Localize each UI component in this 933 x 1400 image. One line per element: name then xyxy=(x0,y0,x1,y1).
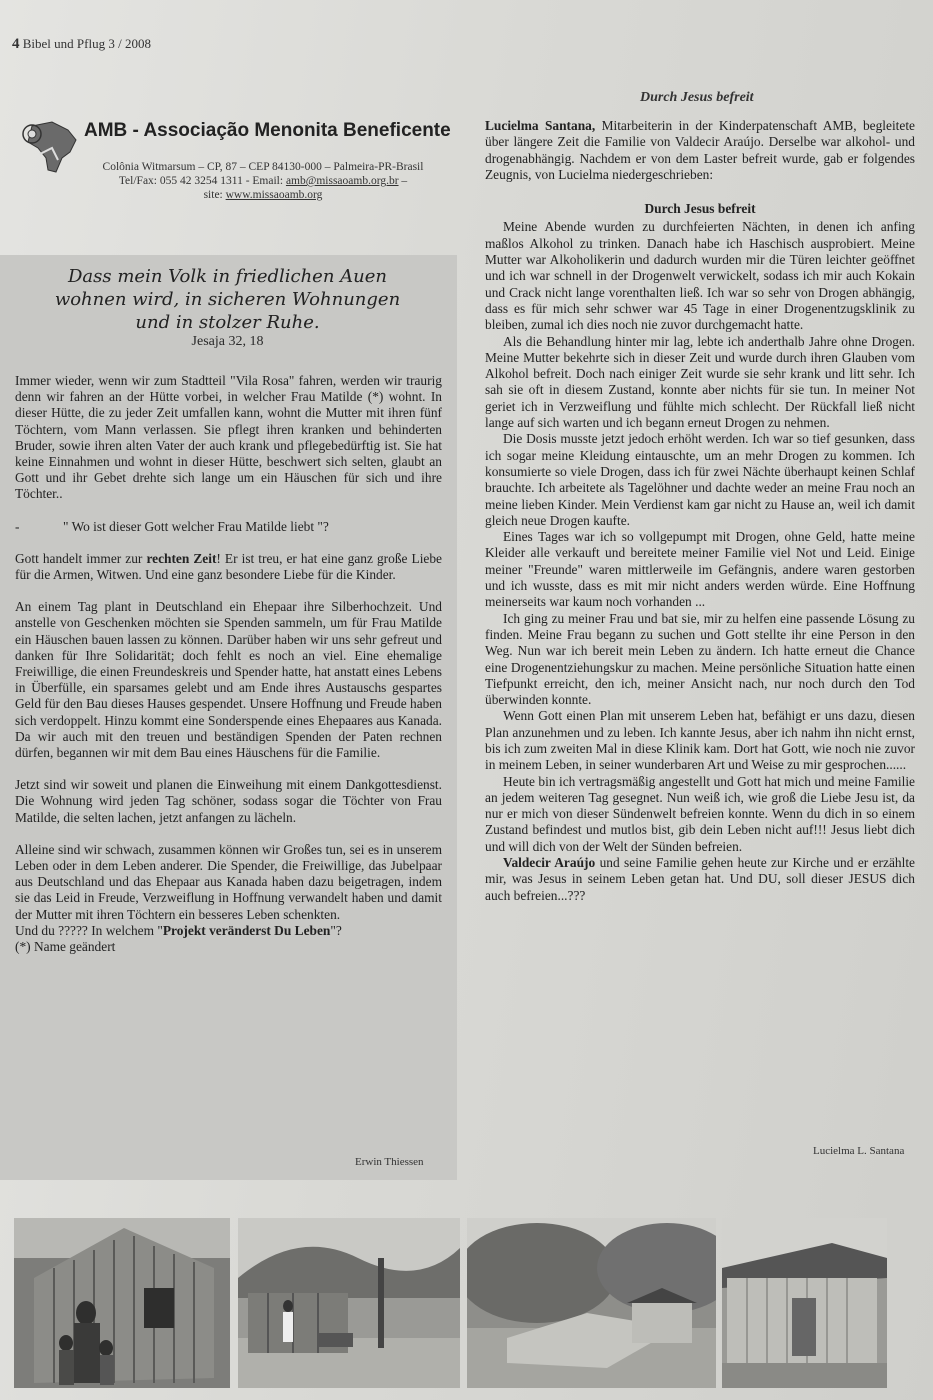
dash: - xyxy=(15,518,20,534)
verse-line: Dass mein Volk in friedlichen Auen xyxy=(68,266,387,287)
paragraph: Alleine sind wir schwach, zusammen können wir Großes tun, sei es in unserem Leben oder in dem Leben anderer. Die Spender, die Freiwillige, das Jubelpaar aus Deutschland und das Ehepaar aus Kanada haben dazu beigetragen, indem sie das Leid in Freude, Verzweiflung in Hoffnung verwandelt haben und damit der Mutter mit ihren Töchtern ein besseres Leben schenkten. xyxy=(15,841,442,922)
author-signature: Erwin Thiessen xyxy=(355,1156,424,1168)
verse-reference: Jesaja 32, 18 xyxy=(191,334,264,349)
org-contact xyxy=(78,160,448,202)
page-header xyxy=(12,36,151,53)
bold-text: Lucielma Santana, xyxy=(485,118,596,133)
intro-paragraph xyxy=(485,118,915,183)
paragraph: An einem Tag plant in Deutschland ein Ehepaar ihre Silberhochzeit. Und anstelle von Geschenken möchten sie Spenden sammeln, um für Frau Matilde ein Häuschen bauen lassen zu können. Darüber haben wir uns sehr gefreut und danken für Ihre Solidarität; doch fehlt es noch an viel. Eine ehemalige Freiwillige, die einen Freundeskreis und Spender hatte, hat anstatt eines Lebens in Überfülle, ein sparsames gelebt und am Ende ihres Austauschs gespartes Geld für den Bau dieses Hauses gespendet. Unsere Hoffnung und Freude haben sich verdoppelt. Hinzu kommt eine Sonderspende eines Ehepaares aus Kanada. Da wir auch mit den treuen und beständigen Spenden der Paten rechnen dürfen, begannen wir mit dem Bau eines Häuschens für die Familie. xyxy=(15,599,442,761)
text: und seine Familie gehen heute zur Kirche und er erzählte mir, was Jesus in seinem Leben getan hat. Und DU, soll dieser JESUS dich auch befreien...??? xyxy=(485,855,915,903)
org-phone: Tel/Fax: 055 42 3254 1311 - Email: xyxy=(118,175,286,187)
org-email-link[interactable]: amb@missaoamb.org.br xyxy=(285,175,399,187)
paragraph xyxy=(15,551,442,583)
photo-new-house xyxy=(722,1218,887,1388)
issue-number: 3 / 2008 xyxy=(108,36,151,51)
org-address: Colônia Witmarsum – CP, 87 – CEP 84130-000 – Palmeira-PR-Brasil xyxy=(102,161,424,173)
verse-line: und in stolzer Ruhe. xyxy=(135,312,320,333)
bible-verse xyxy=(0,265,455,334)
org-phone-suffix: – xyxy=(398,175,408,187)
org-site-line xyxy=(78,188,448,202)
footnote: (*) Name geändert xyxy=(15,939,116,955)
paragraph: Die Dosis musste jetzt jedoch erhöht werden. Ich war so tief gesunken, dass ich sogar meine Kleidung eintauschte, um an mehr Drogen zu kommen. Ich konsumierte so viele Drogen, dass ich für zwei Nächte überhaupt keinen Schlaf brauchte. Ich arbeitete als Tagelöhner und dachte weder an meine Frau noch an meine lieben Kinder. Mein Verdienst kam gar nicht zu Hause an, weil ich damit gleich neue Drogen kaufte. xyxy=(485,431,915,528)
bold-text: Projekt veränderst Du Leben xyxy=(162,922,331,938)
publication-name: Bibel und Pflug xyxy=(22,36,106,51)
photo-hut-family xyxy=(14,1218,230,1388)
paragraph: Jetzt sind wir soweit und planen die Einweihung mit einem Dankgottesdienst. Die Wohnung wird jeden Tag schöner, sodass sogar die Töchter von Frau Matilde, die selten lachen, jetzt anfangen zu lächeln. xyxy=(15,777,442,825)
text: "? xyxy=(330,922,342,938)
bold-text: rechten Zeit xyxy=(146,550,217,566)
org-site-link[interactable]: www.missaoamb.org xyxy=(225,189,323,201)
paragraph: Meine Abende wurden zu durchfeierten Nächten, in denen ich anfing maßlos Alkohol zu trinken. Danach habe ich Haschisch ausprobiert. Meine Mutter war Alkoholikerin und dadurch wurden mir die Türen leichter geöffnet und ich war schnell in der Drogenwelt verwickelt, sodass ich mir auch Kokain und Crack nicht lange vorenthalten ließ. Ich war so sehr von Drogen abhängig, dass es für mich sehr schwer war 45 Tage in einer Drogenentzugsklinik zu bleiben, zumal ich dies noch nie zuvor durchgemacht hatte. xyxy=(485,219,915,333)
page-number: 4 xyxy=(12,36,20,52)
verse-line: wohnen wird, in sicheren Wohnungen xyxy=(54,289,401,310)
org-name: AMB - Associação Menonita Beneficente xyxy=(84,120,451,141)
photo-construction xyxy=(238,1218,460,1388)
amb-logo-icon xyxy=(18,118,80,176)
paragraph xyxy=(485,855,915,904)
org-site-label: site: xyxy=(203,189,226,201)
subheading: Durch Jesus befreit xyxy=(644,201,756,217)
text: Mitarbeiterin in der Kinderpatenschaft AMB, begleitete über längere Zeit die Familie von Valdecir Araújo. Derselbe war alkohol- und drogenabhängig. Nachdem er von dem Laster befreit wurde, gab er folgendes Zeugnis, von Lucielma niedergeschrieben: xyxy=(485,118,915,182)
paragraph: Eines Tages war ich so vollgepumpt mit Drogen, ohne Geld, hatte meine Kleider alle verkauft und bereitete meiner Familie viel Not und Leid. Einige meiner "Freunde" waren mittlerweile im Gefängnis, andere waren gestorben und ich wusste, dass es mit mir nicht anders werden würde. Eine Hoffnung meinerseits war kaum noch vorhanden ... xyxy=(485,529,915,610)
right-article-body xyxy=(485,118,915,904)
left-article-body xyxy=(15,373,442,955)
question: " Wo ist dieser Gott welcher Frau Matilde liebt "? xyxy=(63,518,329,534)
text: Gott handelt immer zur xyxy=(15,550,147,566)
photo-foundation xyxy=(467,1218,716,1388)
paragraph: Ich ging zu meiner Frau und bat sie, mir zu helfen eine passende Lösung zu finden. Meine Frau begann zu suchen und Gott stellte ihr eine Person in den Weg. Nun war ich bereit mein Leben zu ändern. Ich hatte erneut die Chance eine Drogenentziehungskur zu machen. Meine persönliche Situation hatte einen Tiefpunkt erreicht, den ich, meiner Ansicht nach, nur noch durch den Tod überwinden konnte. xyxy=(485,610,915,708)
article-title: Durch Jesus befreit xyxy=(640,90,754,105)
paragraph: Wenn Gott einen Plan mit unserem Leben hat, befähigt er uns dazu, diesen Plan anzunehmen und zu leben. Ich kannte Jesus, aber ich nahm ihn nicht ernst, bis ich zum zweiten Mal in diese Klinik kam. Dort hat Gott, wie noch nie zuvor in meinem Leben, in seiner wunderbaren Art und Weise zu mir gesprochen...... xyxy=(485,708,915,773)
author-signature: Lucielma L. Santana xyxy=(813,1145,905,1157)
text: Und du ????? In welchem " xyxy=(15,922,163,938)
paragraph: Als die Behandlung hinter mir lag, lebte ich anderthalb Jahre ohne Drogen. Meine Mutter bekehrte sich in dieser Zeit und wurde durch ihren Glauben vom Alkohol befreit. Doch nach einiger Zeit wurde sie sehr krank und litt sehr. Ich sah sie oft in diesem Zustand, konnte aber nichts für sie tun. In meiner Not geriet ich in Verzweiflung und fühlte mich schlecht. Der Rückfall ließ nicht lange auf sich warten und ich begann erneut Drogen zu nehmen. xyxy=(485,333,915,431)
paragraph: Immer wieder, wenn wir zum Stadtteil "Vila Rosa" fahren, werden wir traurig denn wir fahren an der Hütte vorbei, in welcher Frau Matilde (*) wohnt. In dieser Hütte, die zu jeder Zeit umfallen kann, wohnt die Mutter mit ihren fünf Töchtern, vom Mann verlassen. Sie pflegt ihren kranken und behinderten Bruder, sowie ihren alten Vater der auch krank und pflegebedürftig ist. Sie hat keine Einnahmen und wohnt in dieser Hütte, beschwert sich selten, glaubt an Gott und ihr Gebet drehte sich lange um ein Häuschen für sich und ihre Töchter.. xyxy=(15,373,442,502)
org-phone-line xyxy=(78,174,448,188)
bold-text: Valdecir Araújo xyxy=(503,855,596,871)
paragraph: Heute bin ich vertragsmäßig angestellt und Gott hat mich und meine Familie an jedem weiteren Tag gesegnet. Nun weiß ich, wie groß die Liebe Jesu ist, da nur er mich von dieser Sündenwelt befreien konnte. Wenn du dich in so einem Zustand befindest und mutlos bist, gib dein Leben nicht auf!!! Jesus liebt dich und will dich von der Welt der Sünden befreien. xyxy=(485,773,915,854)
question-line xyxy=(15,519,442,535)
text: ! Er ist treu, er hat eine ganz große Liebe für die Armen, Witwen. Und eine ganz besondere Liebe für die Kinder. xyxy=(15,550,442,583)
paragraph xyxy=(15,923,442,939)
